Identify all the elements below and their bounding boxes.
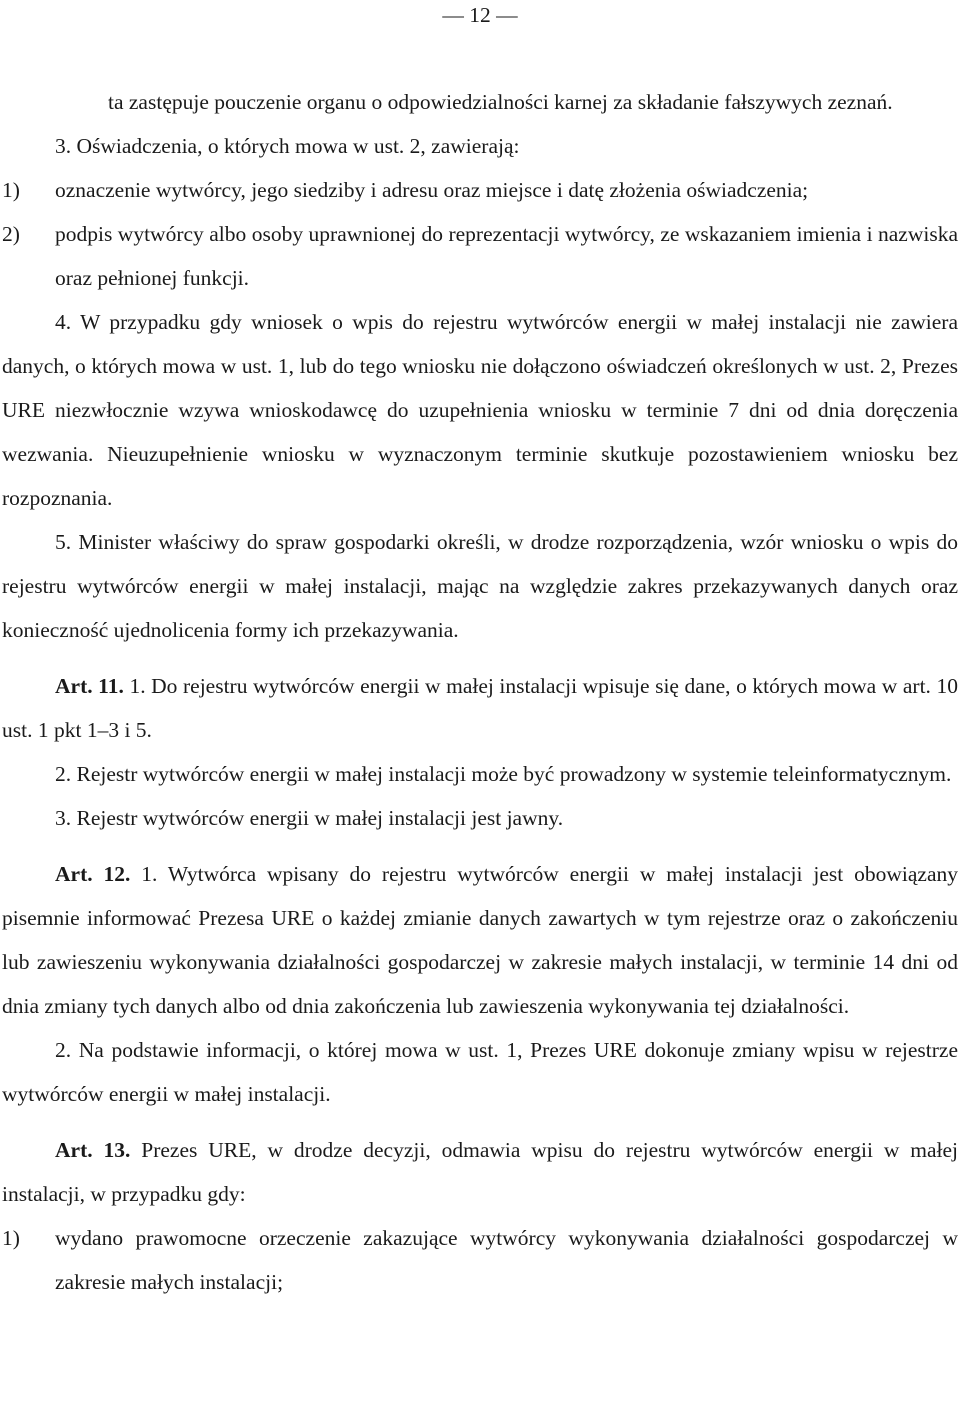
paragraph-ust-4: 4. W przypadku gdy wniosek o wpis do rejestru wytwórców energii w małej instalacji nie zawiera danych, o których mowa w ust. 1, lub do tego wniosku nie dołączono oświadczeń określonych w ust. 2, Prezes URE niezwłocznie wzywa wnioskodawcę do uzupełnienia wniosku w terminie 7 dni od dnia doręczenia wezwania. Nieuzupełnienie wniosku w wyznaczonym terminie skutkuje pozostawieniem wniosku bez rozpoznania. [2,310,958,510]
article-12-paragraph-2: 2. Na podstawie informacji, o której mowa w ust. 1, Prezes URE dokonuje zmiany wpisu w rejestrze wytwórców energii w małej instalacji. [2,1038,958,1106]
article-12-text: 1. Wytwórca wpisany do rejestru wytwórców energii w małej instalacji jest obowiązany pisemnie informować Prezesa URE o każdej zmianie danych zawartych w tym rejestrze oraz o zakończeniu lub zawieszeniu wykonywania działalności gospodarczej w zakresie małych instalacji, w terminie 14 dni od dnia zmiany tych danych albo od dnia zakończenia lub zawieszenia wykonywania tej działalności. [2,862,958,1018]
article-11-text: 1. Do rejestru wytwórców energii w małej instalacji wpisuje się dane, o których mowa w art. 10 ust. 1 pkt 1–3 i 5. [2,674,958,742]
article-12-paragraph-1 [2,852,958,1028]
list-item [2,212,958,300]
paragraph-continuation: ta zastępuje pouczenie organu o odpowiedzialności karnej za składanie fałszywych zeznań. [108,90,893,114]
paragraph-ust-3: 3. Oświadczenia, o których mowa w ust. 2, zawierają: [55,134,520,158]
list-item-number: 1) [2,1226,20,1250]
list-item-number: 2) [2,222,20,246]
article-11-paragraph-3: 3. Rejestr wytwórców energii w małej instalacji jest jawny. [55,806,564,830]
article-11-paragraph-1 [2,664,958,752]
list-item [2,168,958,212]
article-13-intro [2,1128,958,1216]
article-12-label: Art. 12. [55,862,131,886]
article-13-text: Prezes URE, w drodze decyzji, odmawia wpisu do rejestru wytwórców energii w małej instalacji, w przypadku gdy: [2,1138,958,1206]
page-number: — 12 — [442,3,518,27]
list-item-text: podpis wytwórcy albo osoby uprawnionej do reprezentacji wytwórcy, ze wskazaniem imienia i nazwiska oraz pełnionej funkcji. [55,222,958,290]
article-13-label: Art. 13. [55,1138,131,1162]
list-item-number: 1) [2,178,20,202]
list-item-text: wydano prawomocne orzeczenie zakazujące wytwórcy wykonywania działalności gospodarczej w zakresie małych instalacji; [55,1226,958,1294]
list-item-text: oznaczenie wytwórcy, jego siedziby i adresu oraz miejsce i datę złożenia oświadczenia; [55,178,809,202]
article-11-label: Art. 11. [55,674,124,698]
list-item [2,1216,958,1304]
document-body [2,80,958,1304]
article-11-paragraph-2: 2. Rejestr wytwórców energii w małej instalacji może być prowadzony w systemie teleinformatycznym. [55,762,952,786]
paragraph-ust-5: 5. Minister właściwy do spraw gospodarki określi, w drodze rozporządzenia, wzór wniosku o wpis do rejestru wytwórców energii w małej instalacji, mając na względzie zakres przekazywanych danych oraz konieczność ujednolicenia formy ich przekazywania. [2,530,958,642]
